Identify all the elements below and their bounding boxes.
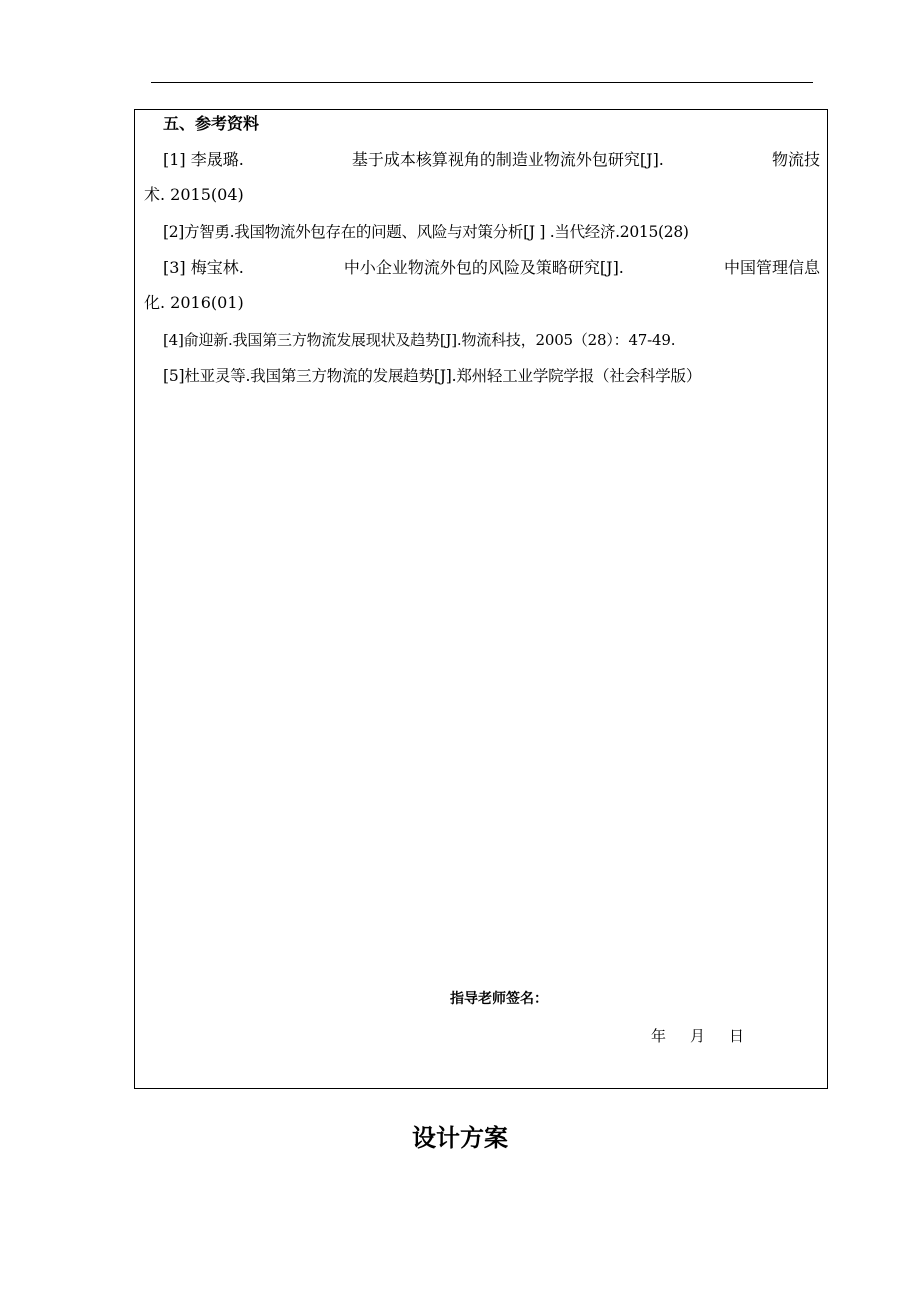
reference-3-title: 中小企业物流外包的风险及策略研究[J]. bbox=[343, 258, 624, 277]
date-year-label: 年 bbox=[651, 1027, 667, 1045]
reference-1-author: [1] 李晟璐. bbox=[163, 150, 244, 169]
reference-3-author: [3] 梅宝林. bbox=[163, 258, 244, 277]
reference-1-source: 物流技 bbox=[771, 150, 820, 169]
reference-3-line-1 bbox=[163, 258, 820, 278]
reference-4: [4]俞迎新.我国第三方物流发展现状及趋势[J].物流科技，2005（28）：47-49. bbox=[163, 331, 676, 349]
reference-3-line-2: 化. 2016(01) bbox=[144, 293, 244, 312]
reference-2: [2]方智勇.我国物流外包存在的问题、风险与对策分析[J ] .当代经济.2015(28) bbox=[163, 223, 689, 241]
signature-date bbox=[651, 1027, 744, 1045]
reference-1-line-1 bbox=[163, 150, 820, 170]
date-day-label: 日 bbox=[729, 1027, 745, 1045]
reference-3-source: 中国管理信息 bbox=[723, 258, 820, 277]
advisor-signature-label: 指导老师签名： bbox=[450, 991, 548, 1007]
reference-5: [5]杜亚灵等.我国第三方物流的发展趋势[J].郑州轻工业学院学报（社会科学版） bbox=[163, 367, 702, 385]
design-plan-title: 设计方案 bbox=[412, 1124, 508, 1152]
section-heading: 五、参考资料 bbox=[163, 114, 260, 133]
header-rule bbox=[151, 82, 813, 83]
date-month-label: 月 bbox=[690, 1027, 706, 1045]
reference-1-title: 基于成本核算视角的制造业物流外包研究[J]. bbox=[351, 150, 664, 169]
reference-box bbox=[134, 109, 828, 1089]
reference-1-line-2: 术. 2015(04) bbox=[144, 185, 244, 204]
